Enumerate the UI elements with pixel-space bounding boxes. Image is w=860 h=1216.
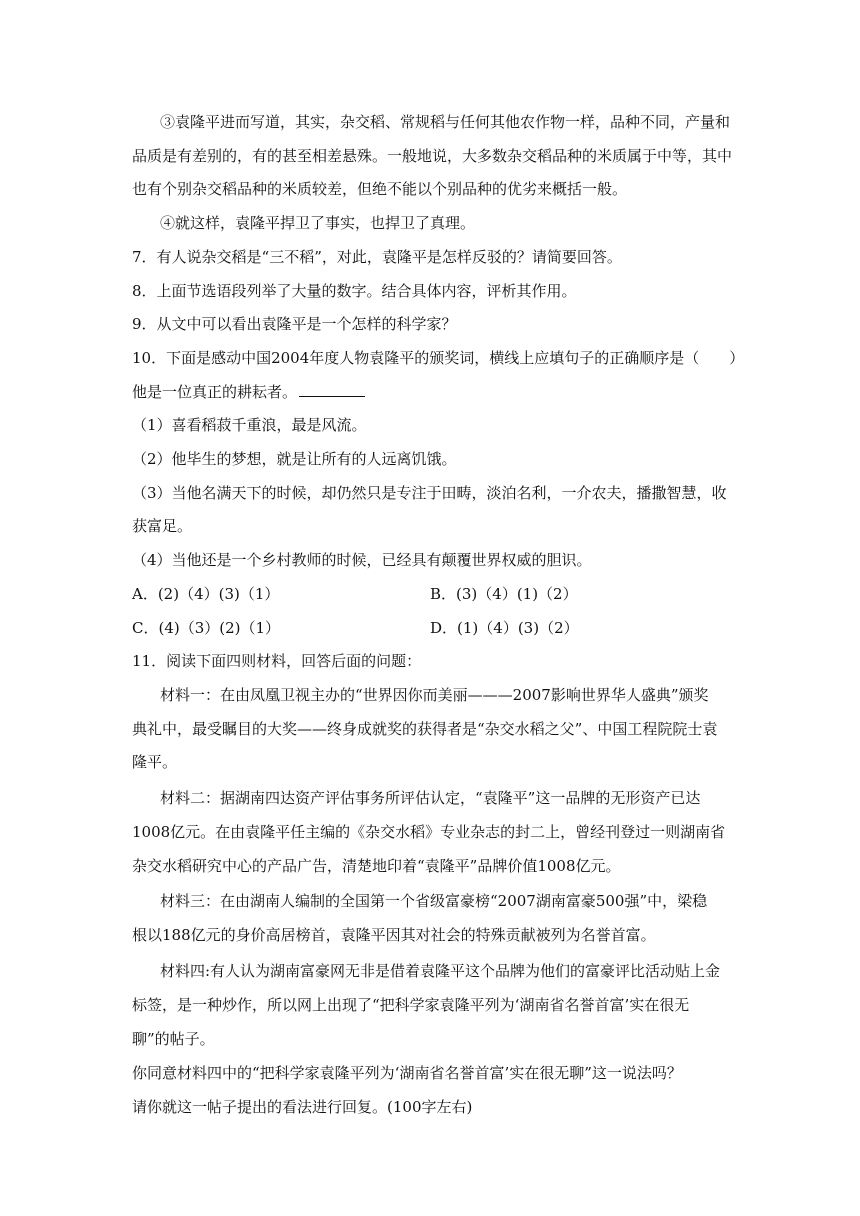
material-1-line-1: 材料一：在由凤凰卫视主办的“世界因你而美丽———2007影响世界华人盛典”颁奖 [160, 686, 709, 704]
question-10-stem: 10．下面是感动中国2004年度人物袁隆平的颁奖词，横线上应填句子的正确顺序是（ ） [132, 349, 745, 367]
material-4-line-1: 材料四:有人认为湖南富豪网无非是借着袁隆平这个品牌为他们的富豪评比活动贴上金 [160, 962, 721, 980]
option-d: D．(1)（4）(3)（2） [430, 619, 579, 637]
question-8: 8．上面节选语段列举了大量的数字。结合具体内容，评析其作用。 [132, 282, 577, 300]
question-11-stem: 11．阅读下面四则材料，回答后面的问题： [132, 652, 422, 670]
material-2-line-3: 杂交水稻研究中心的产品广告，清楚地印着“袁隆平”品牌价值1008亿元。 [132, 857, 621, 875]
paragraph-3-line-2: 品质是有差别的，有的甚至相差悬殊。一般地说，大多数杂交稻品种的米质属于中等，其中 [132, 147, 733, 165]
material-4-line-3: 聊”的帖子。 [132, 1030, 215, 1048]
material-4-line-2: 标签，是一种炒作，所以网上出现了“把科学家袁隆平列为‘湖南省名誉首富’实在很无 [132, 996, 690, 1014]
question-10-lead-text: 他是一位真正的耕耘者。 [132, 383, 298, 401]
question-11-ask-line-1: 你同意材料四中的“把科学家袁隆平列为‘湖南省名誉首富’实在很无聊”这一说法吗？ [132, 1064, 682, 1082]
question-7: 7．有人说杂交稻是“三不稻”，对此，袁隆平是怎样反驳的？请简要回答。 [132, 248, 622, 266]
material-1-line-3: 隆平。 [132, 753, 178, 771]
sentence-3-line-2: 获富足。 [132, 517, 193, 535]
option-c: C．(4)（3）(2)（1） [132, 619, 281, 637]
material-1-line-2: 典礼中，最受瞩目的大奖——终身成就奖的获得者是“杂交水稻之父”、中国工程院院士袁 [132, 720, 718, 738]
paragraph-3-line-3: 也有个别杂交稻品种的米质较差，但绝不能以个别品种的优劣来概括一般。 [132, 180, 628, 198]
material-3-line-1: 材料三：在由湖南人编制的全国第一个省级富豪榜“2007湖南富豪500强”中，梁稳 [160, 892, 708, 910]
material-2-line-1: 材料二：据湖南四达资产评估事务所评估认定，“袁隆平”这一品牌的无形资产已达 [160, 789, 701, 807]
question-11-ask-line-2: 请你就这一帖子提出的看法进行回复。(100字左右) [132, 1098, 473, 1116]
option-a: A．(2)（4）(3)（1） [132, 585, 280, 603]
sentence-3-line-1: （3）当他名满天下的时候，却仍然只是专注于田畴，淡泊名利，一介农夫，播撒智慧，收 [132, 484, 727, 502]
question-10-lead [132, 381, 365, 403]
material-2-line-2: 1008亿元。在由袁隆平任主编的《杂交水稻》专业杂志的封二上，曾经刊登过一则湖南省 [132, 823, 726, 841]
sentence-2: （2）他毕生的梦想，就是让所有的人远离饥饿。 [132, 450, 457, 468]
paragraph-3-line-1: ③袁隆平进而写道，其实，杂交稻、常规稻与任何其他农作物一样，品种不同，产量和 [160, 113, 731, 131]
sentence-4: （4）当他还是一个乡村教师的时候，已经具有颠覆世界权威的胆识。 [132, 551, 592, 569]
material-3-line-2: 根以188亿元的身价高居榜首，袁隆平因其对社会的特殊贡献被列为名誉首富。 [132, 926, 656, 944]
question-9: 9．从文中可以看出袁隆平是一个怎样的科学家？ [132, 315, 457, 333]
answer-blank [299, 381, 365, 397]
option-b: B．(3)（4）(1)（2） [430, 585, 578, 603]
sentence-1: （1）喜看稻菽千重浪，最是风流。 [132, 416, 367, 434]
paragraph-4: ④就这样，袁隆平捍卫了事实，也捍卫了真理。 [160, 214, 476, 232]
